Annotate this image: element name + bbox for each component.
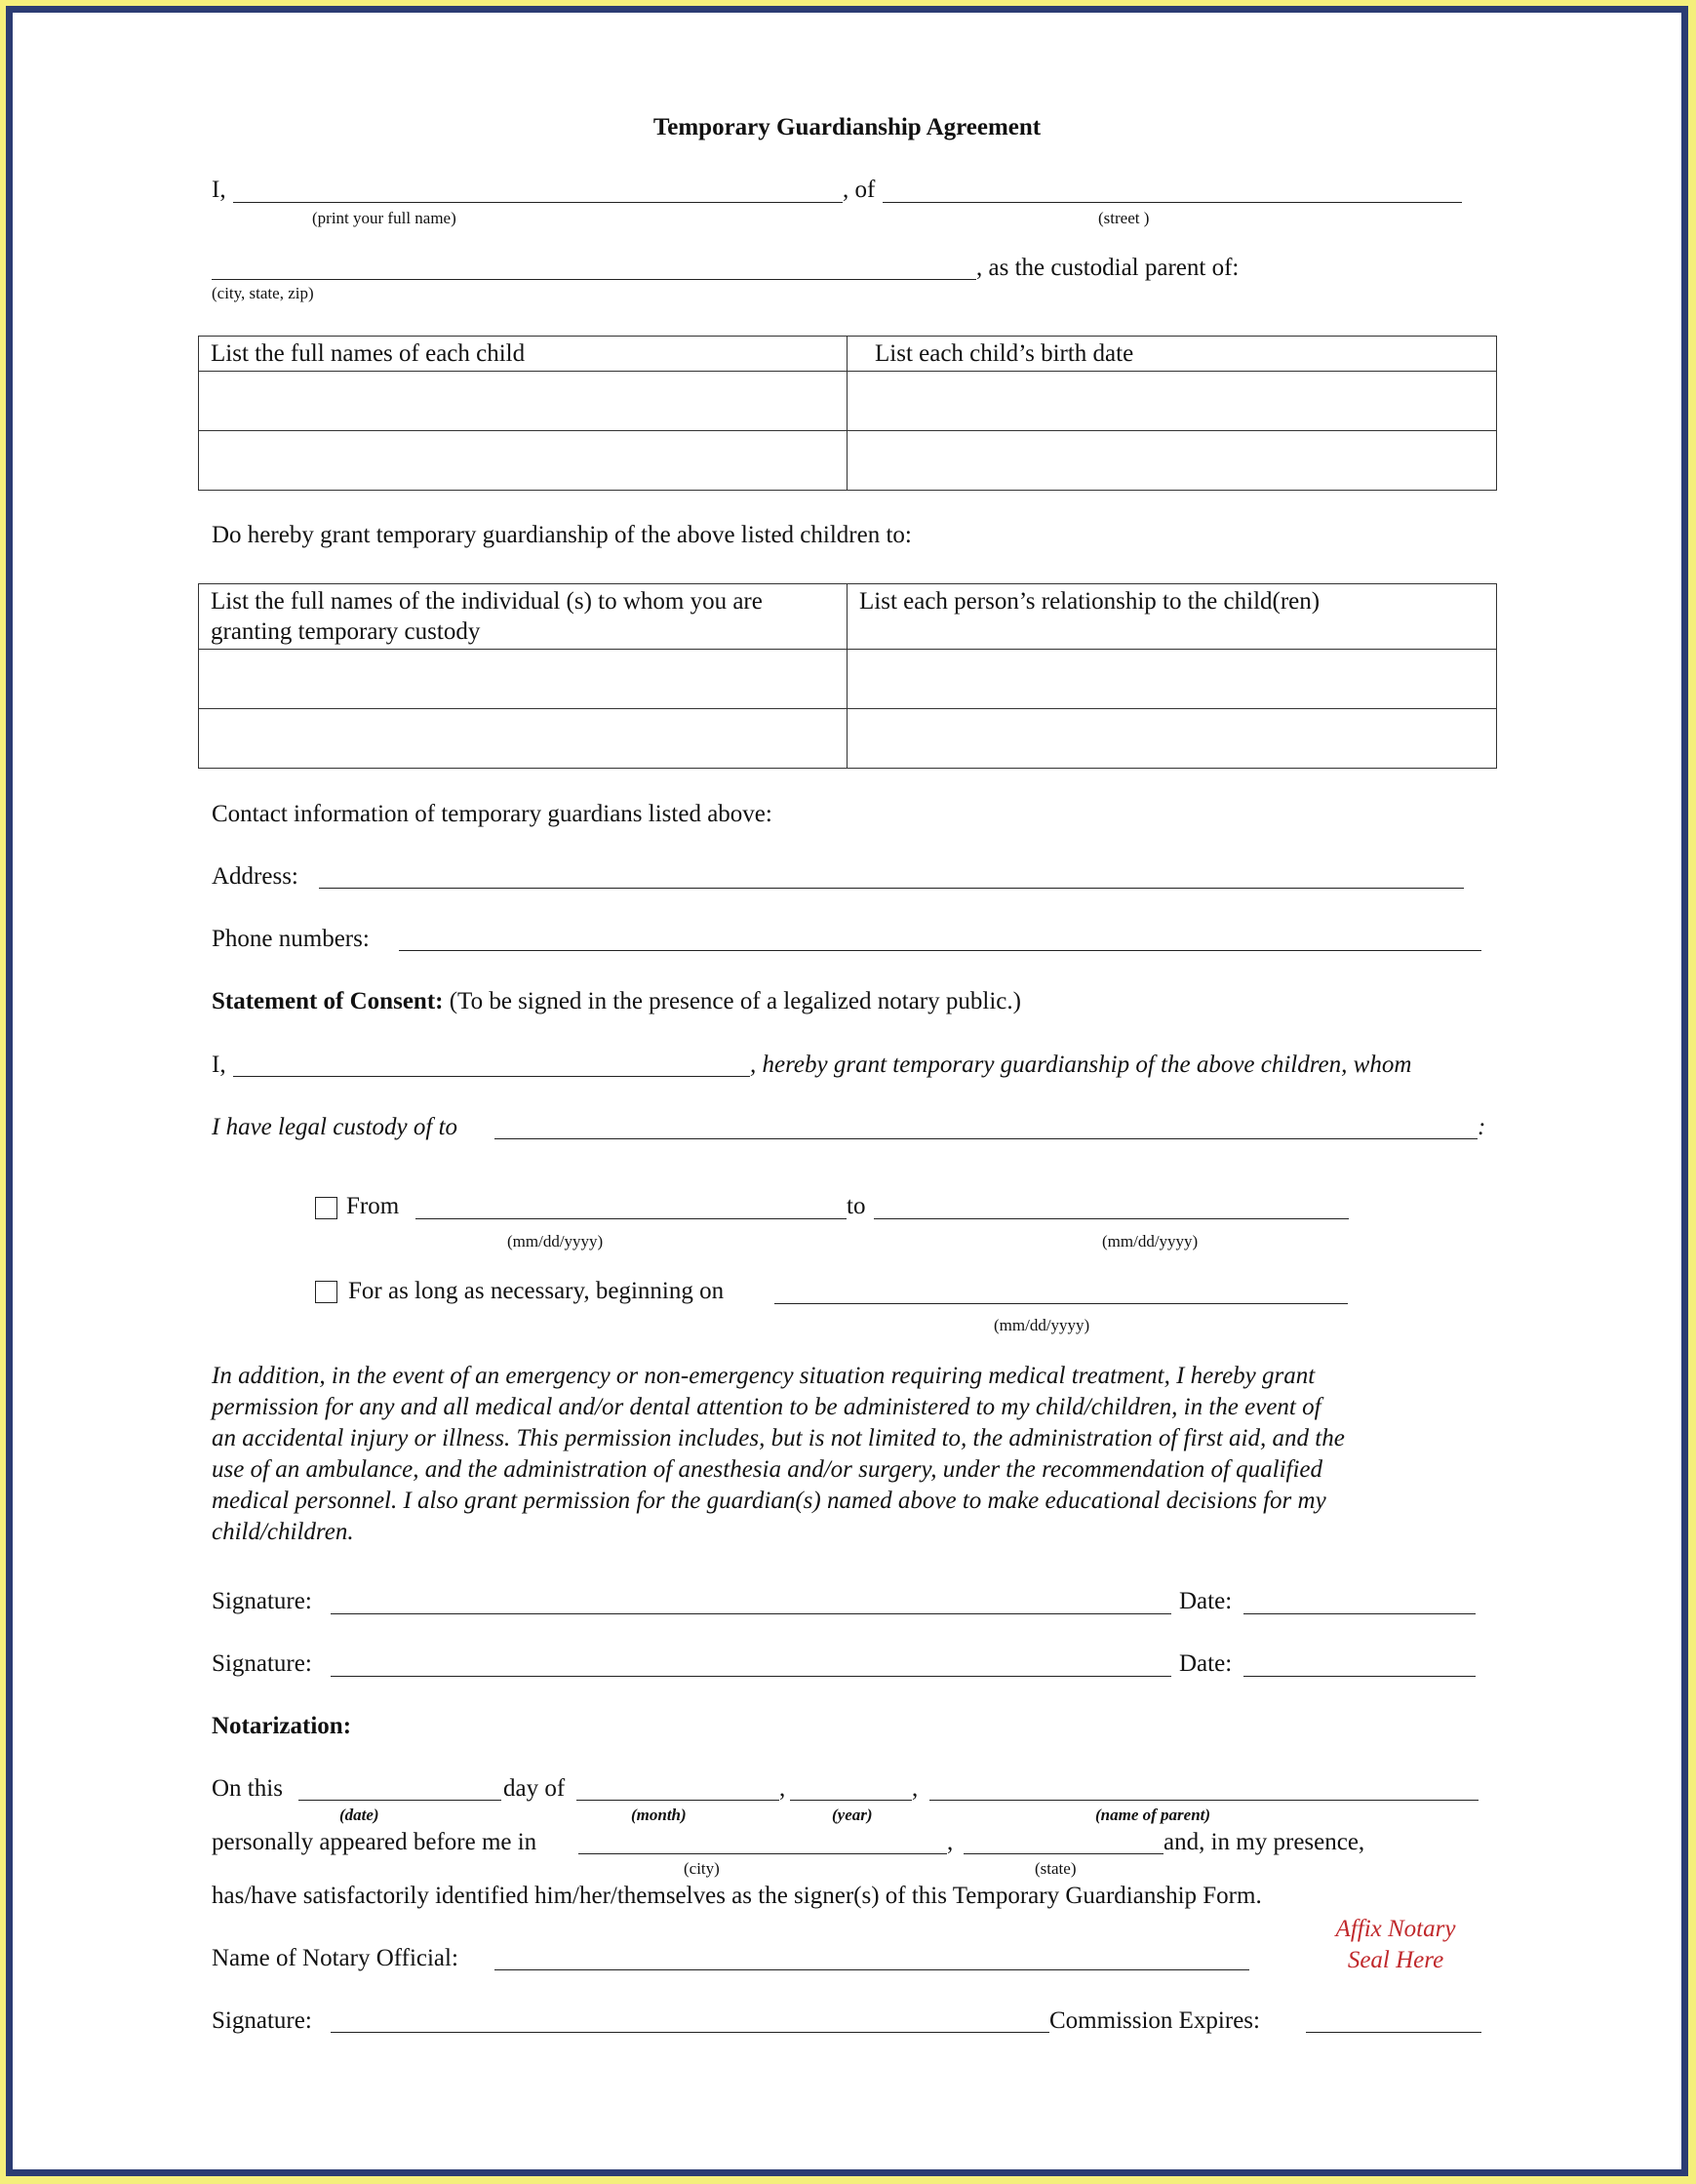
city-caption: (city): [684, 1859, 720, 1878]
notary-year-line[interactable]: [790, 1800, 912, 1801]
grant-text: Do hereby grant temporary guardianship of the above listed children to:: [212, 522, 912, 548]
intro-prefix: I,: [212, 177, 226, 203]
table-row: [199, 337, 1497, 372]
date-label: Date:: [1179, 1588, 1233, 1614]
consent-colon: :: [1478, 1114, 1486, 1140]
guardian-name-cell[interactable]: [199, 709, 848, 769]
children-name-header: List the full names of each child: [199, 337, 848, 372]
custodial-parent-text: , as the custodial parent of:: [976, 255, 1240, 281]
consent-note: (To be signed in the presence of a legalized notary public.): [449, 988, 1021, 1014]
guardian-relationship-header: List each person’s relationship to the child(ren): [848, 584, 1497, 650]
long-as-necessary-label: For as long as necessary, beginning on: [348, 1278, 725, 1304]
child-name-cell[interactable]: [199, 372, 848, 431]
from-date-caption: (mm/dd/yyyy): [507, 1232, 604, 1251]
seal-text-line1: Affix Notary: [1335, 1916, 1456, 1942]
street-line[interactable]: [883, 202, 1462, 203]
notary-month-line[interactable]: [576, 1800, 779, 1801]
signature-line[interactable]: [331, 1613, 1171, 1614]
commission-expires-label: Commission Expires:: [1049, 2007, 1260, 2034]
guardian-name-line[interactable]: [494, 1138, 1478, 1139]
paragraph-line: an accidental injury or illness. This permission includes, but is not limited to, the administration of first aid, and the: [212, 1425, 1345, 1451]
full-name-line[interactable]: [233, 202, 843, 203]
children-table: [198, 336, 1497, 491]
street-caption: (street ): [1098, 209, 1150, 227]
parent-name-line[interactable]: [929, 1800, 1479, 1801]
long-as-necessary-checkbox[interactable]: [315, 1281, 337, 1303]
to-label: to: [847, 1193, 866, 1219]
notary-date-line[interactable]: [298, 1800, 501, 1801]
city-state-zip-line[interactable]: [212, 279, 976, 280]
parent-caption: (name of parent): [1095, 1806, 1211, 1824]
appeared-text: personally appeared before me in: [212, 1829, 537, 1855]
child-birthdate-cell[interactable]: [848, 372, 1497, 431]
date-label: Date:: [1179, 1650, 1233, 1677]
city-state-zip-caption: (city, state, zip): [212, 284, 314, 302]
commission-expires-line[interactable]: [1306, 2032, 1481, 2033]
to-date-line[interactable]: [874, 1218, 1349, 1219]
year-caption: (year): [832, 1806, 873, 1824]
comma: ,: [912, 1775, 919, 1802]
signature-label: Signature:: [212, 1588, 312, 1614]
notary-signature-line[interactable]: [331, 2032, 1049, 2033]
beginning-date-caption: (mm/dd/yyyy): [994, 1316, 1090, 1334]
table-row: [199, 584, 1497, 650]
child-name-cell[interactable]: [199, 431, 848, 491]
day-of-label: day of: [503, 1775, 566, 1802]
comma: ,: [947, 1829, 954, 1855]
signature-line[interactable]: [331, 1676, 1171, 1677]
from-checkbox[interactable]: [315, 1197, 337, 1219]
address-label: Address:: [212, 863, 298, 890]
address-line[interactable]: [319, 888, 1464, 889]
identified-text: has/have satisfactorily identified him/her/themselves as the signer(s) of this Temporary Guardianship Form.: [212, 1883, 1262, 1909]
contact-heading: Contact information of temporary guardians listed above:: [212, 801, 772, 827]
guardian-name-header-line2: granting temporary custody: [211, 618, 481, 645]
date-line[interactable]: [1243, 1613, 1476, 1614]
consent-text-1: , hereby grant temporary guardianship of the above children, whom: [750, 1052, 1412, 1078]
guardian-name-header-line1: List the full names of the individual (s) to whom you are: [211, 588, 763, 615]
consent-prefix: I,: [212, 1052, 226, 1078]
table-row: [199, 650, 1497, 709]
notary-state-line[interactable]: [964, 1853, 1164, 1854]
guardian-relationship-cell[interactable]: [848, 650, 1497, 709]
signature-label: Signature:: [212, 1650, 312, 1677]
consent-text-2: I have legal custody of to: [212, 1114, 458, 1140]
month-caption: (month): [631, 1806, 687, 1824]
document-page: [13, 13, 1681, 2169]
notary-name-label: Name of Notary Official:: [212, 1945, 458, 1971]
presence-text: and, in my presence,: [1164, 1829, 1365, 1855]
notary-name-line[interactable]: [494, 1969, 1249, 1970]
form-title: Temporary Guardianship Agreement: [652, 114, 1042, 140]
paragraph-line: medical personnel. I also grant permission for the guardian(s) named above to make educational decisions for my: [212, 1488, 1326, 1514]
consent-heading-row: [212, 988, 1021, 1015]
table-row: [199, 372, 1497, 431]
notary-signature-label: Signature:: [212, 2007, 312, 2034]
notarization-heading: Notarization:: [212, 1713, 352, 1739]
paragraph-line: child/children.: [212, 1519, 354, 1545]
medical-permission-paragraph: [212, 1361, 1499, 1548]
phone-line[interactable]: [399, 950, 1481, 951]
consent-heading: Statement of Consent:: [212, 988, 444, 1014]
phone-label: Phone numbers:: [212, 926, 370, 952]
guardian-name-cell[interactable]: [199, 650, 848, 709]
full-name-caption: (print your full name): [312, 209, 456, 227]
date-caption: (date): [339, 1806, 379, 1824]
comma: ,: [779, 1775, 786, 1802]
paragraph-line: In addition, in the event of an emergency or non-emergency situation requiring medical treatment, I hereby grant: [212, 1363, 1316, 1389]
beginning-date-line[interactable]: [774, 1303, 1348, 1304]
guardians-table: [198, 583, 1497, 769]
guardian-name-header: [199, 584, 848, 650]
date-line[interactable]: [1243, 1676, 1476, 1677]
paragraph-line: permission for any and all medical and/or dental attention to be administered to my child/children, in the event of: [212, 1394, 1321, 1420]
state-caption: (state): [1035, 1859, 1077, 1878]
from-date-line[interactable]: [415, 1218, 847, 1219]
on-this-label: On this: [212, 1775, 283, 1802]
notary-city-line[interactable]: [578, 1853, 947, 1854]
from-label: From: [346, 1193, 400, 1219]
children-birthdate-header: List each child’s birth date: [848, 337, 1497, 372]
to-date-caption: (mm/dd/yyyy): [1102, 1232, 1199, 1251]
guardian-relationship-cell[interactable]: [848, 709, 1497, 769]
consent-name-line[interactable]: [233, 1076, 750, 1077]
table-row: [199, 709, 1497, 769]
child-birthdate-cell[interactable]: [848, 431, 1497, 491]
paragraph-line: use of an ambulance, and the administration of anesthesia and/or surgery, under the recommendation of qualified: [212, 1456, 1323, 1483]
table-row: [199, 431, 1497, 491]
seal-text-line2: Seal Here: [1347, 1947, 1444, 1973]
notary-seal-area: [1298, 1914, 1493, 1976]
of-label: , of: [843, 177, 876, 203]
